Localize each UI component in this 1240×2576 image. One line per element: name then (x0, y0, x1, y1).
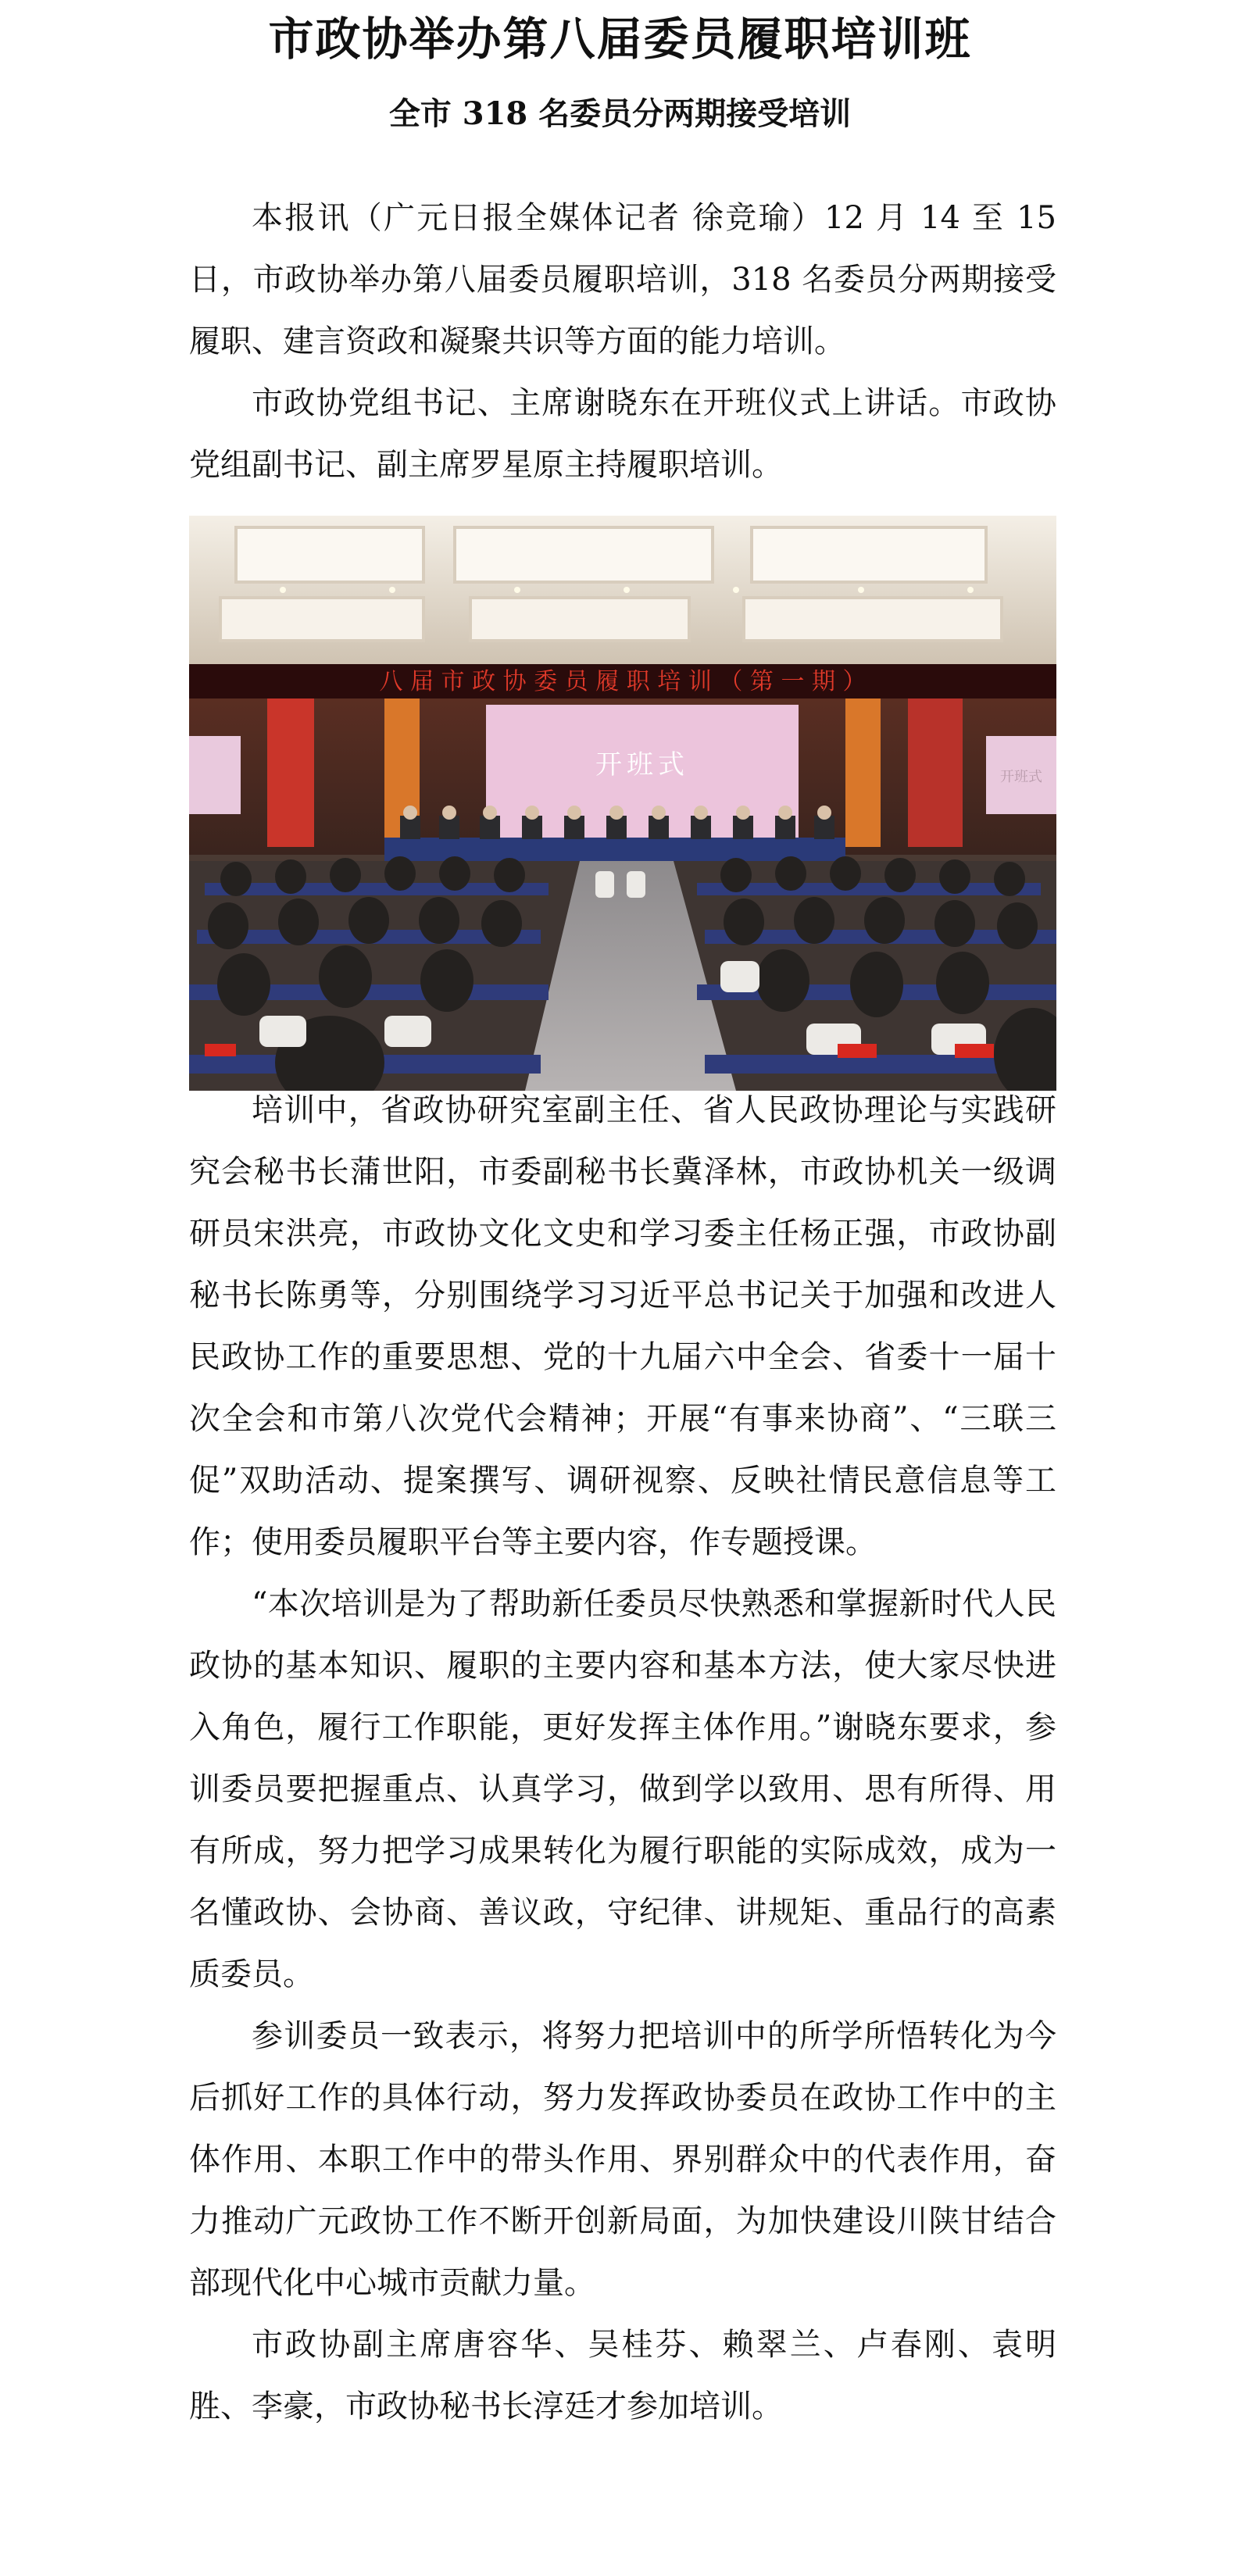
article-subheadline: 全市 318 名委员分两期接受培训 (388, 95, 852, 132)
article-headline: 市政协举办第八届委员履职培训班 (268, 13, 972, 66)
paragraph-attendees: 市政协副主席唐容华、吴桂芬、赖翠兰、卢春刚、袁明胜、李豪，市政协秘书长淳廷才参加培训。 (189, 2327, 1056, 2424)
paragraph-lead: 本报讯（广元日报全媒体记者 徐竞瑜）12 月 14 至 15 日，市政协举办第八届委员履职培训，318 名委员分两期接受履职、建言资政和凝聚共识等方面的能力培训。 (189, 200, 1056, 359)
paragraph-commitment: 参训委员一致表示，将努力把培训中的所学所悟转化为今后抓好工作的具体行动，努力发挥政协委员在政协工作中的主体作用、本职工作中的带头作用、界别群众中的代表作用，奋力推动广元政协工作不断开创新局面，为加快建设川陕甘结合部现代化中心城市贡献力量。 (189, 2018, 1056, 2301)
main-screen-text: 开班式 (595, 749, 689, 781)
article-body-intro (189, 188, 1056, 496)
paragraph-officials: 市政协党组书记、主席谢晓东在开班仪式上讲话。市政协党组副书记、副主席罗星原主持履职培训。 (189, 385, 1056, 483)
article-body-main (189, 1080, 1056, 2438)
svg-text:开班式: 开班式 (1000, 769, 1042, 785)
paragraph-training-content: 培训中，省政协研究室副主任、省人民政协理论与实践研究会秘书长蒲世阳，市委副秘书长冀泽林，市政协机关一级调研员宋洪亮，市政协文化文史和学习委主任杨正强，市政协副秘书长陈勇等，分别围绕学习习近平总书记关于加强和改进人民政协工作的重要思想、党的十九届六中全会、省委十一届十次全会和市第八次党代会精神；开展“有事来协商”、“三联三促”双助活动、提案撰写、调研视察、反映社情民意信息等工作；使用委员履职平台等主要内容，作专题授课。 (189, 1092, 1056, 1560)
paragraph-quote: “本次培训是为了帮助新任委员尽快熟悉和掌握新时代人民政协的基本知识、履职的主要内容和基本方法，使大家尽快进入角色，履行工作职能，更好发挥主体作用。”谢晓东要求，参训委员要把握重点、认真学习，做到学以致用、思有所得、用有所成，努力把学习成果转化为履行职能的实际成效，成为一名懂政协、会协商、善议政，守纪律、讲规矩、重品行的高素质委员。 (189, 1586, 1056, 1992)
led-banner-text: 八 届 市 政 协 委 员 履 职 培 训 （ 第 一 期 ） (379, 668, 867, 695)
meeting-photo (189, 516, 1056, 1091)
